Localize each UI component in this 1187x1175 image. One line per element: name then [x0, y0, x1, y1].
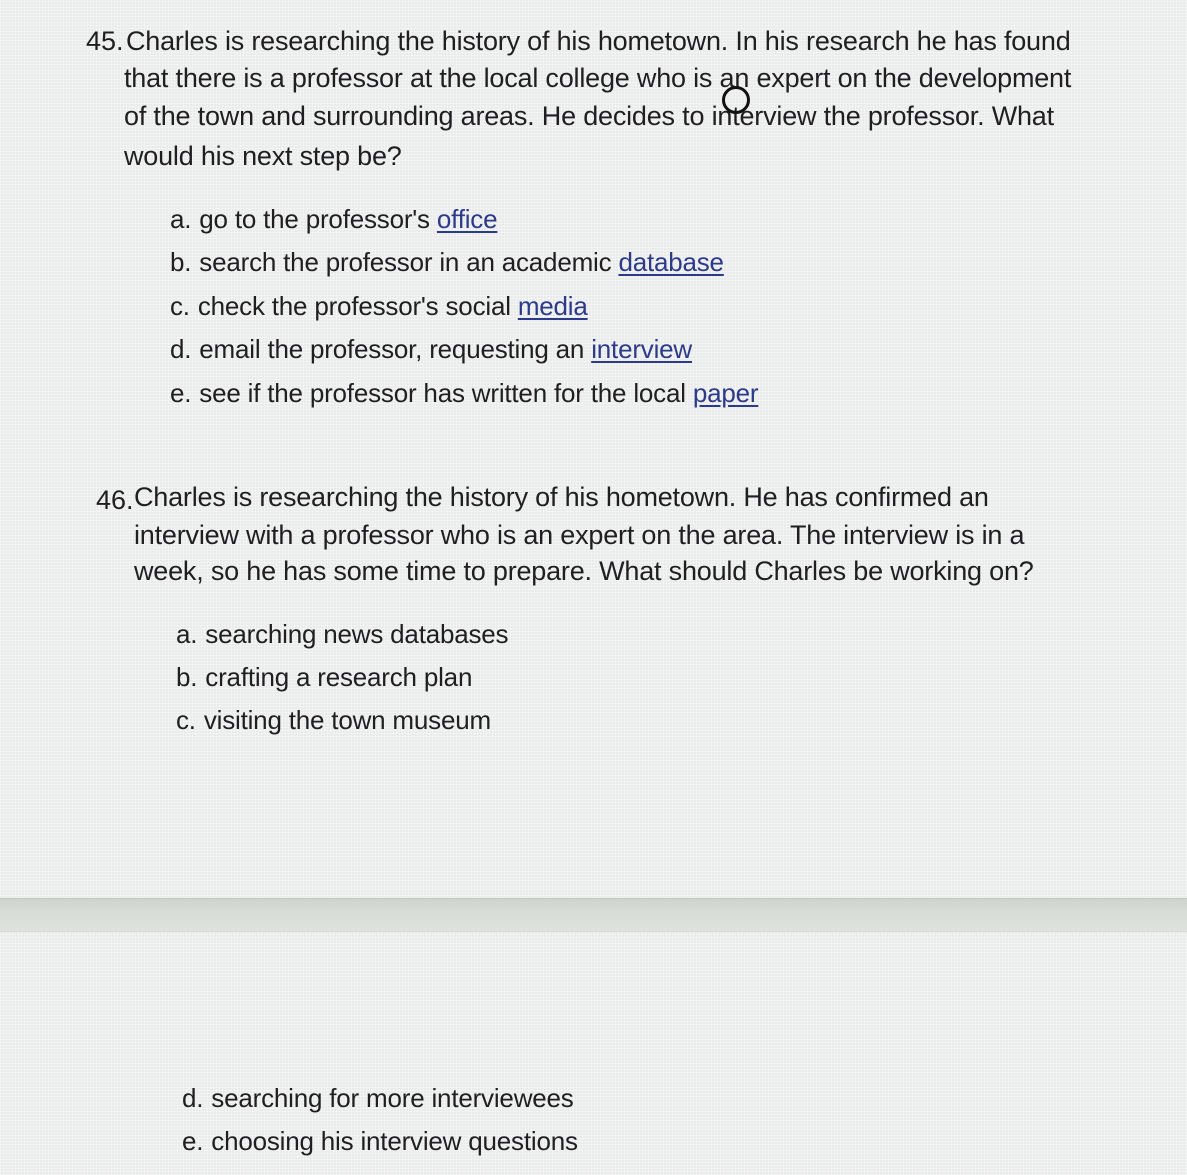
question-45-number: 45.	[86, 26, 124, 56]
question-45-line-4: would his next step be?	[124, 141, 402, 171]
question-45-line-2: that there is a professor at the local college who is an expert on the development	[124, 63, 1072, 93]
q46-option-c	[176, 705, 491, 736]
q45-option-b-text: search the professor in an academic	[199, 247, 619, 277]
q46-option-e-text: choosing his interview questions	[211, 1126, 578, 1156]
q45-option-b	[170, 247, 724, 278]
q46-option-a-letter: a.	[176, 619, 198, 649]
q45-option-a-link[interactable]: office	[436, 204, 498, 234]
q45-option-e-link[interactable]: paper	[692, 378, 759, 408]
q46-option-e-letter: e.	[182, 1126, 204, 1156]
q45-option-a-letter: a.	[170, 204, 192, 234]
question-46-line-1: Charles is researching the history of his hometown. He has confirmed an	[134, 482, 989, 512]
q46-option-c-text: visiting the town museum	[203, 705, 491, 735]
q45-option-c-text: check the professor's social	[197, 291, 518, 321]
page-break-divider	[0, 898, 1187, 932]
q45-option-b-letter: b.	[170, 247, 192, 277]
q45-option-c	[170, 291, 588, 322]
question-46-line-2: interview with a professor who is an expert on the area. The interview is in a	[134, 520, 1025, 550]
q45-option-a	[170, 204, 497, 235]
q45-option-e	[170, 378, 758, 409]
q45-option-d	[170, 334, 692, 365]
document-page-bottom	[0, 930, 1187, 1175]
question-46-line-3: week, so he has some time to prepare. What should Charles be working on?	[134, 556, 1034, 586]
q45-option-e-text: see if the professor has written for the local	[199, 378, 693, 408]
q46-option-b-letter: b.	[176, 662, 198, 692]
q45-option-b-link[interactable]: database	[618, 247, 724, 277]
q46-option-d-text: searching for more interviewees	[211, 1083, 574, 1113]
q46-option-d-letter: d.	[182, 1083, 204, 1113]
question-45-line-1: Charles is researching the history of his hometown. In his research he has found	[126, 26, 1071, 56]
q45-option-d-letter: d.	[170, 334, 192, 364]
q46-option-b	[176, 662, 472, 693]
q46-option-a	[176, 619, 508, 650]
q45-option-d-link[interactable]: interview	[591, 334, 692, 364]
mouse-cursor-ring-icon	[722, 86, 750, 114]
question-46-number: 46.	[96, 485, 134, 515]
q46-option-c-letter: c.	[176, 705, 196, 735]
q45-option-c-link[interactable]: media	[517, 291, 588, 321]
q45-option-a-text: go to the professor's	[199, 204, 437, 234]
q45-option-c-letter: c.	[170, 291, 190, 321]
q46-option-d	[182, 1083, 574, 1114]
q45-option-e-letter: e.	[170, 378, 192, 408]
question-45-line-3: of the town and surrounding areas. He decides to interview the professor. What	[124, 101, 1054, 131]
q45-option-d-text: email the professor, requesting an	[199, 334, 592, 364]
q46-option-e	[182, 1126, 578, 1157]
q46-option-a-text: searching news databases	[205, 619, 509, 649]
q46-option-b-text: crafting a research plan	[205, 662, 473, 692]
